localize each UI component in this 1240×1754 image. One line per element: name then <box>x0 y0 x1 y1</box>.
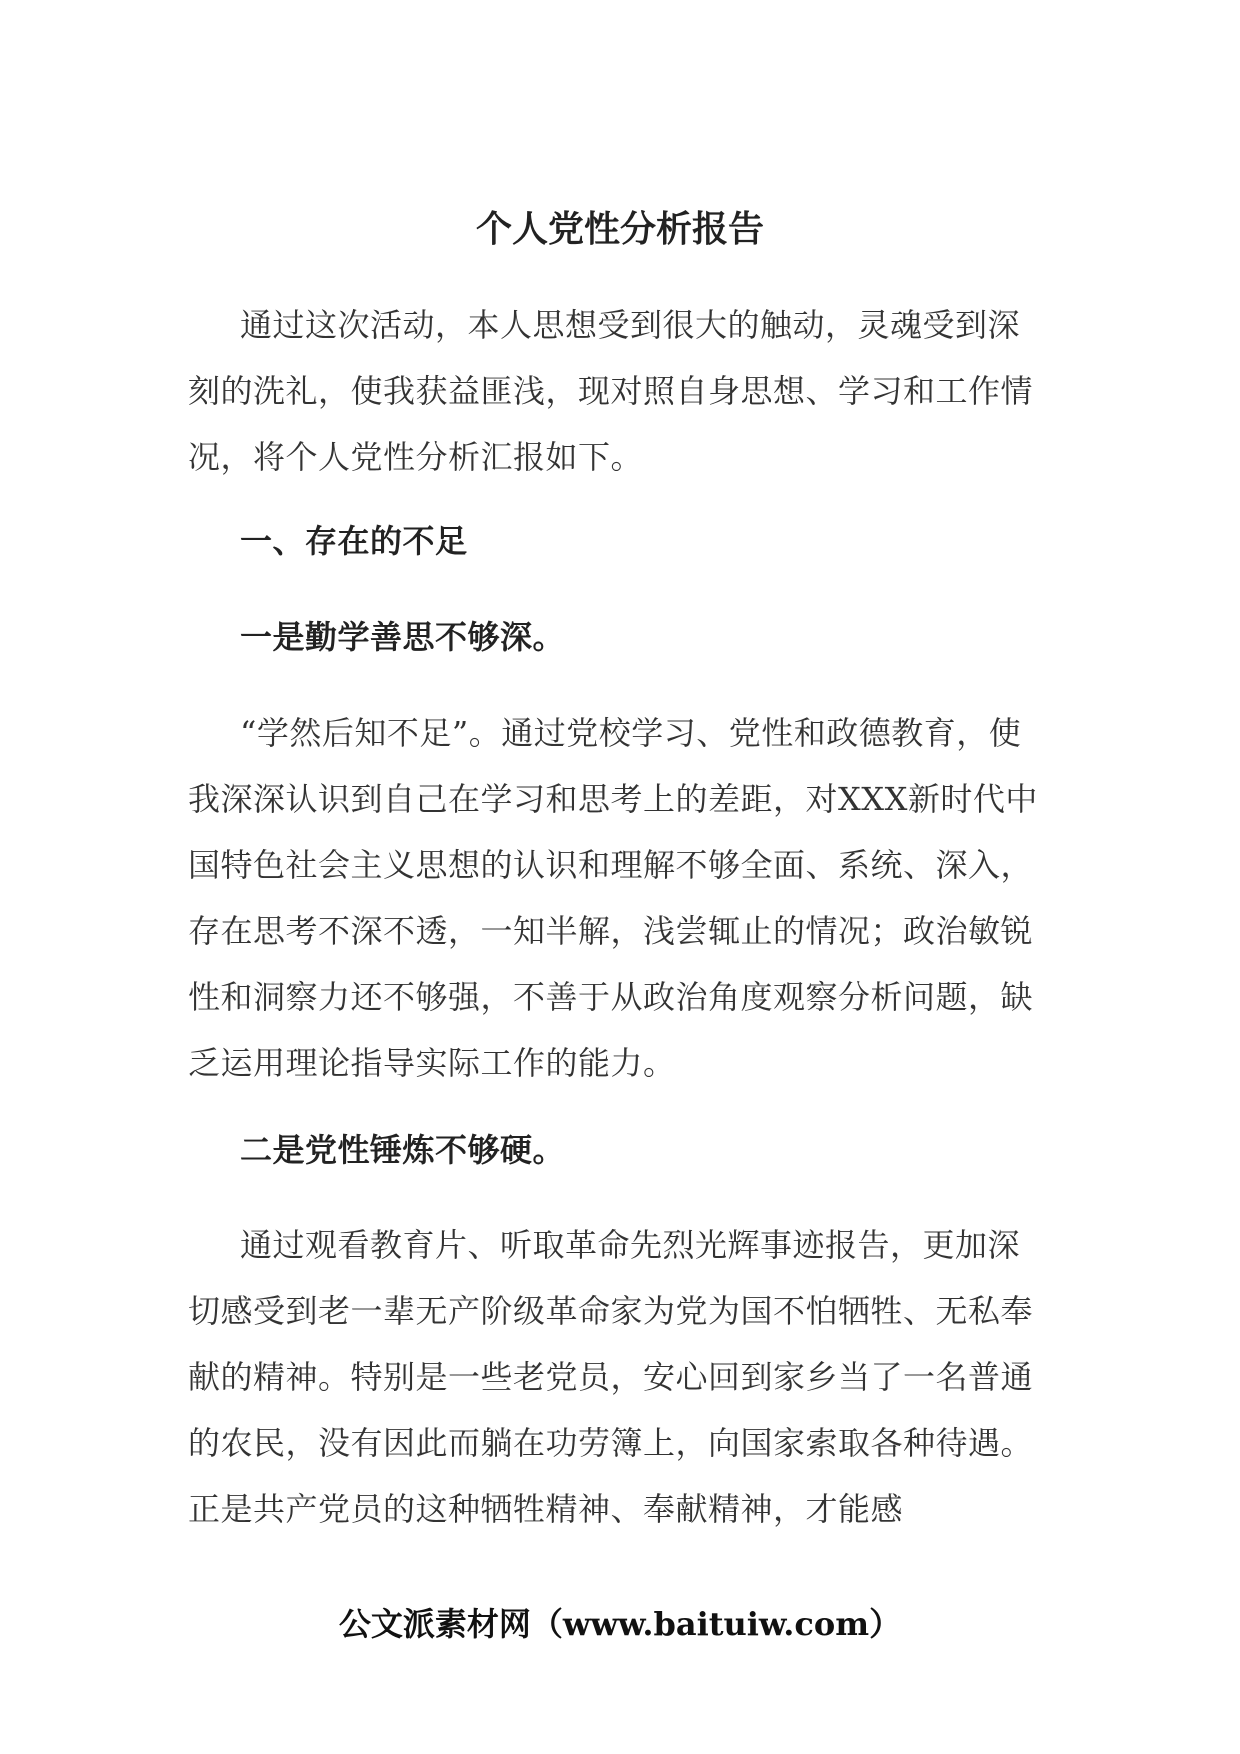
point-two-paragraph: 通过观看教育片、听取革命先烈光辉事迹报告，更加深切感受到老一辈无产阶级革命家为党为国不怕牺牲、无私奉献的精神。特别是一些老党员，安心回到家乡当了一名普通的农民，没有因此而躺在功劳簿上，向国家索取各种待遇。正是共产党员的这种牺牲精神、奉献精神，才能感 <box>188 1226 1034 1528</box>
point-two-heading: 二是党性锤炼不够硬。 <box>240 1131 566 1169</box>
point-one-heading: 一是勤学善思不够深。 <box>240 618 566 656</box>
intro-paragraph: 通过这次活动，本人思想受到很大的触动，灵魂受到深刻的洗礼，使我获益匪浅，现对照自身思想、学习和工作情况，将个人党性分析汇报如下。 <box>188 306 1034 476</box>
document-title: 个人党性分析报告 <box>475 208 764 250</box>
footer-watermark: 公文派素材网（www.baituiw.com） <box>338 1605 902 1643</box>
point-one-paragraph: “学然后知不足”。通过党校学习、党性和政德教育，使我深深认识到自己在学习和思考上的差距，对XXX新时代中国特色社会主义思想的认识和理解不够全面、系统、深入，存在思考不深不透，一知半解，浅尝辄止的情况；政治敏锐性和洞察力还不够强，不善于从政治角度观察分析问题，缺乏运用理论指导实际工作的能力。 <box>188 714 1038 1082</box>
section-heading: 一、存在的不足 <box>240 522 468 560</box>
